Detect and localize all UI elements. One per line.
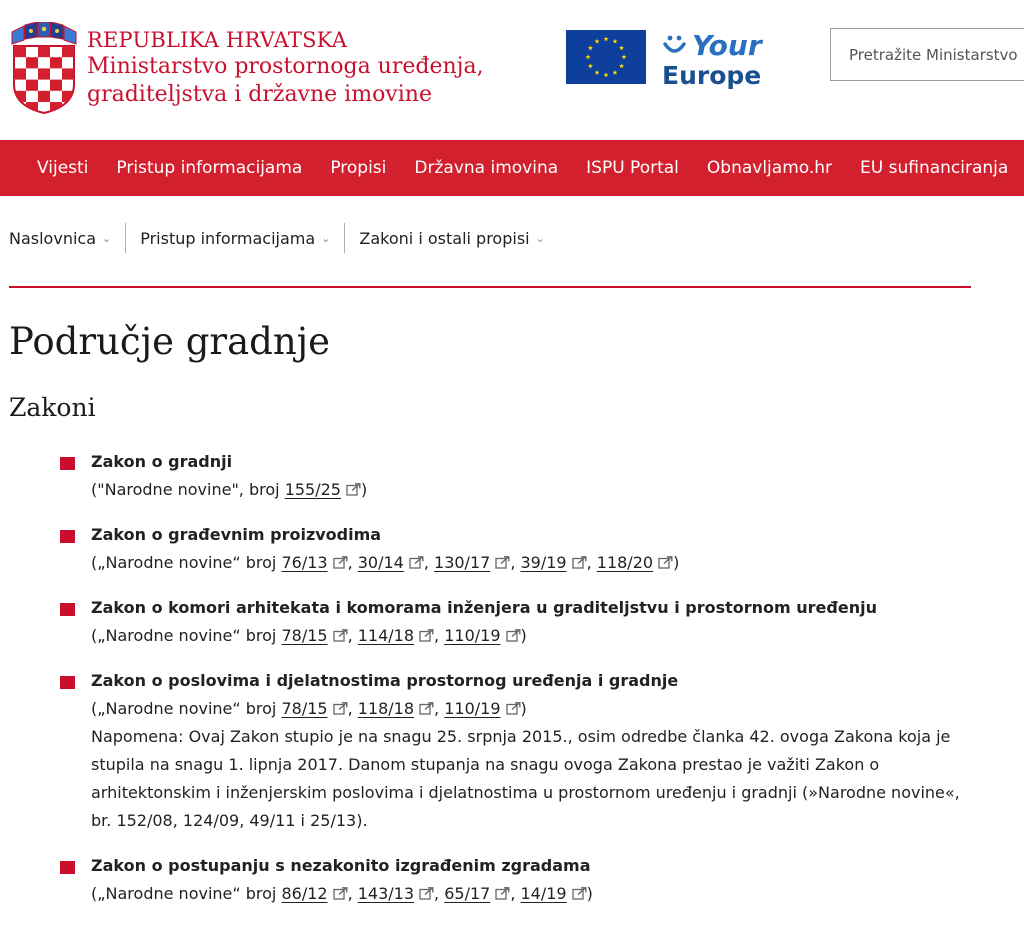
law-item — [60, 667, 990, 835]
chevron-down-icon: ⌄ — [102, 231, 112, 245]
law-item — [60, 852, 990, 908]
gazette-link[interactable]: 118/20 — [596, 553, 654, 572]
gazette-link[interactable]: 30/14 — [357, 553, 404, 572]
external-link-icon — [572, 550, 587, 563]
gazette-link[interactable]: 86/12 — [281, 884, 328, 903]
checker-square — [62, 91, 74, 102]
nav-item-ispu-portal[interactable]: ISPU Portal — [586, 158, 679, 178]
checker-square — [62, 46, 74, 57]
ref-separator: , — [586, 553, 597, 572]
law-gazette-refs — [91, 549, 990, 577]
nav-item-pristup-informacijama[interactable]: Pristup informacijama — [116, 158, 303, 178]
gazette-prefix: („Narodne novine“ broj — [91, 626, 282, 645]
chevron-down-icon: ⌄ — [321, 231, 331, 245]
gazette-link[interactable]: 76/13 — [281, 553, 328, 572]
ref-separator: , — [423, 553, 435, 572]
site-name[interactable] — [87, 27, 484, 109]
bullet-square-icon — [60, 603, 75, 616]
gazette-suffix: ) — [673, 553, 680, 572]
law-gazette-refs — [91, 695, 990, 723]
gazette-link[interactable]: 118/18 — [357, 699, 415, 718]
law-item — [60, 521, 990, 577]
law-title[interactable]: Zakon o komori arhitekata i komorama inženjera u graditeljstvu i prostornom uređenju — [91, 598, 877, 617]
ref-separator: , — [434, 699, 445, 718]
your-europe-your: Your — [692, 29, 762, 62]
law-item — [60, 594, 990, 650]
external-link-icon — [346, 477, 361, 490]
breadcrumb-item-naslovnica[interactable] — [9, 229, 111, 248]
checker-square — [38, 46, 50, 57]
ref-separator: , — [347, 553, 358, 572]
checker-square — [50, 80, 62, 91]
external-link-icon — [333, 623, 348, 636]
site-header — [0, 0, 1024, 140]
breadcrumb-label: Zakoni i ostali propisi — [359, 228, 530, 248]
checker-square — [62, 68, 74, 79]
breadcrumb-item-zakoni-i-ostali-propisi[interactable] — [359, 229, 544, 248]
checker-square — [14, 91, 26, 102]
gazette-link[interactable]: 78/15 — [281, 699, 328, 718]
gazette-link[interactable]: 130/17 — [434, 553, 491, 572]
law-gazette-refs — [91, 880, 990, 908]
gazette-link[interactable]: 110/19 — [444, 699, 501, 718]
breadcrumb — [9, 222, 545, 254]
ref-separator: , — [347, 699, 358, 718]
law-item — [60, 448, 990, 504]
breadcrumb-divider — [344, 223, 345, 253]
ref-separator: , — [510, 553, 521, 572]
external-link-icon — [658, 550, 673, 563]
section-divider — [9, 286, 971, 288]
checker-square — [26, 57, 38, 68]
gazette-link[interactable]: 110/19 — [444, 626, 501, 645]
main-nav — [0, 140, 1024, 196]
checker-square — [50, 57, 62, 68]
site-name-line1: REPUBLIKA HRVATSKA — [87, 28, 348, 52]
eu-flag-icon[interactable] — [566, 30, 646, 84]
gazette-link[interactable]: 78/15 — [281, 626, 328, 645]
nav-item-obnavljamo[interactable]: Obnavljamo.hr — [706, 158, 833, 178]
external-link-icon — [409, 550, 424, 563]
external-link-icon — [506, 696, 521, 709]
external-link-icon — [419, 696, 434, 709]
external-link-icon — [419, 623, 434, 636]
external-link-icon — [506, 623, 521, 636]
smile-icon — [662, 32, 688, 58]
gazette-suffix: ) — [360, 480, 368, 499]
gazette-link[interactable]: 114/18 — [357, 626, 415, 645]
external-link-icon — [333, 550, 348, 563]
chevron-down-icon: ⌄ — [535, 231, 545, 245]
ref-separator: , — [347, 884, 358, 903]
section-title: Zakoni — [9, 393, 96, 422]
ref-separator: , — [434, 884, 445, 903]
site-name-line2: Ministarstvo prostornoga uređenja, — [87, 54, 484, 79]
bullet-square-icon — [60, 861, 75, 874]
nav-item-drzavna-imovina[interactable]: Državna imovina — [414, 158, 559, 178]
gazette-suffix: ) — [586, 884, 593, 903]
external-link-icon — [495, 881, 510, 894]
checker-square — [38, 91, 50, 102]
gazette-link[interactable]: 65/17 — [444, 884, 491, 903]
gazette-prefix: ("Narodne novine", broj — [91, 480, 285, 499]
law-title[interactable]: Zakon o građevnim proizvodima — [91, 525, 382, 544]
law-gazette-refs — [91, 622, 990, 650]
external-link-icon — [419, 881, 434, 894]
gazette-prefix: („Narodne novine“ broj — [91, 884, 282, 903]
ref-separator: , — [434, 626, 445, 645]
your-europe-logo[interactable] — [660, 30, 770, 90]
law-gazette-refs — [91, 476, 990, 504]
checker-square — [26, 80, 38, 91]
bullet-square-icon — [60, 457, 75, 470]
law-list — [60, 448, 990, 925]
ref-separator: , — [347, 626, 358, 645]
search-box — [830, 28, 1024, 81]
external-link-icon — [333, 881, 348, 894]
gazette-suffix: ) — [520, 699, 527, 718]
checker-square — [14, 68, 26, 79]
gazette-link[interactable]: 143/13 — [357, 884, 415, 903]
search-input[interactable] — [831, 29, 1024, 80]
law-title[interactable]: Zakon o poslovima i djelatnostima prostornog uređenja i gradnje — [91, 671, 679, 690]
coat-of-arms-logo[interactable] — [10, 22, 78, 114]
breadcrumb-divider — [125, 223, 126, 253]
checker-square — [14, 46, 26, 57]
nav-item-vijesti[interactable]: Vijesti — [37, 158, 89, 178]
gazette-link[interactable]: 39/19 — [520, 553, 567, 572]
your-europe-europe: Europe — [662, 61, 762, 90]
gazette-suffix: ) — [520, 626, 527, 645]
gazette-link[interactable]: 155/25 — [284, 480, 341, 499]
law-note: Napomena: Ovaj Zakon stupio je na snagu 25. srpnja 2015., osim odredbe članka 42. ovoga Zakona koja je stupila na snagu 1. lipnja 2017. Danom stupanja na snagu ovoga Zakona prestao je važiti Zakon o arhitektonskim i inženjerskim poslovima i djelatnostima u prostornom uređenju i gradnji (»Narodne novine«, br. 152/08, 124/09, 49/11 i 25/13). — [91, 727, 960, 830]
site-name-line3: graditeljstva i državne imovine — [87, 82, 432, 107]
law-title[interactable]: Zakon o gradnji — [91, 452, 233, 471]
breadcrumb-item-pristup-informacijama[interactable] — [140, 229, 330, 248]
external-link-icon — [495, 550, 510, 563]
gazette-prefix: („Narodne novine“ broj — [91, 699, 282, 718]
nav-item-eu-sufinanciranja[interactable]: EU sufinanciranja — [860, 158, 1009, 178]
bullet-square-icon — [60, 676, 75, 689]
checker-square — [38, 68, 50, 79]
gazette-link[interactable]: 14/19 — [520, 884, 567, 903]
external-link-icon — [333, 696, 348, 709]
breadcrumb-label: Naslovnica — [9, 228, 96, 248]
page-title: Područje gradnje — [9, 320, 331, 363]
nav-item-propisi[interactable]: Propisi — [330, 158, 387, 178]
breadcrumb-label: Pristup informacijama — [140, 228, 316, 248]
law-title[interactable]: Zakon o postupanju s nezakonito izgrađenim zgradama — [91, 856, 591, 875]
gazette-prefix: („Narodne novine“ broj — [91, 553, 282, 572]
bullet-square-icon — [60, 530, 75, 543]
external-link-icon — [572, 881, 587, 894]
ref-separator: , — [510, 884, 521, 903]
